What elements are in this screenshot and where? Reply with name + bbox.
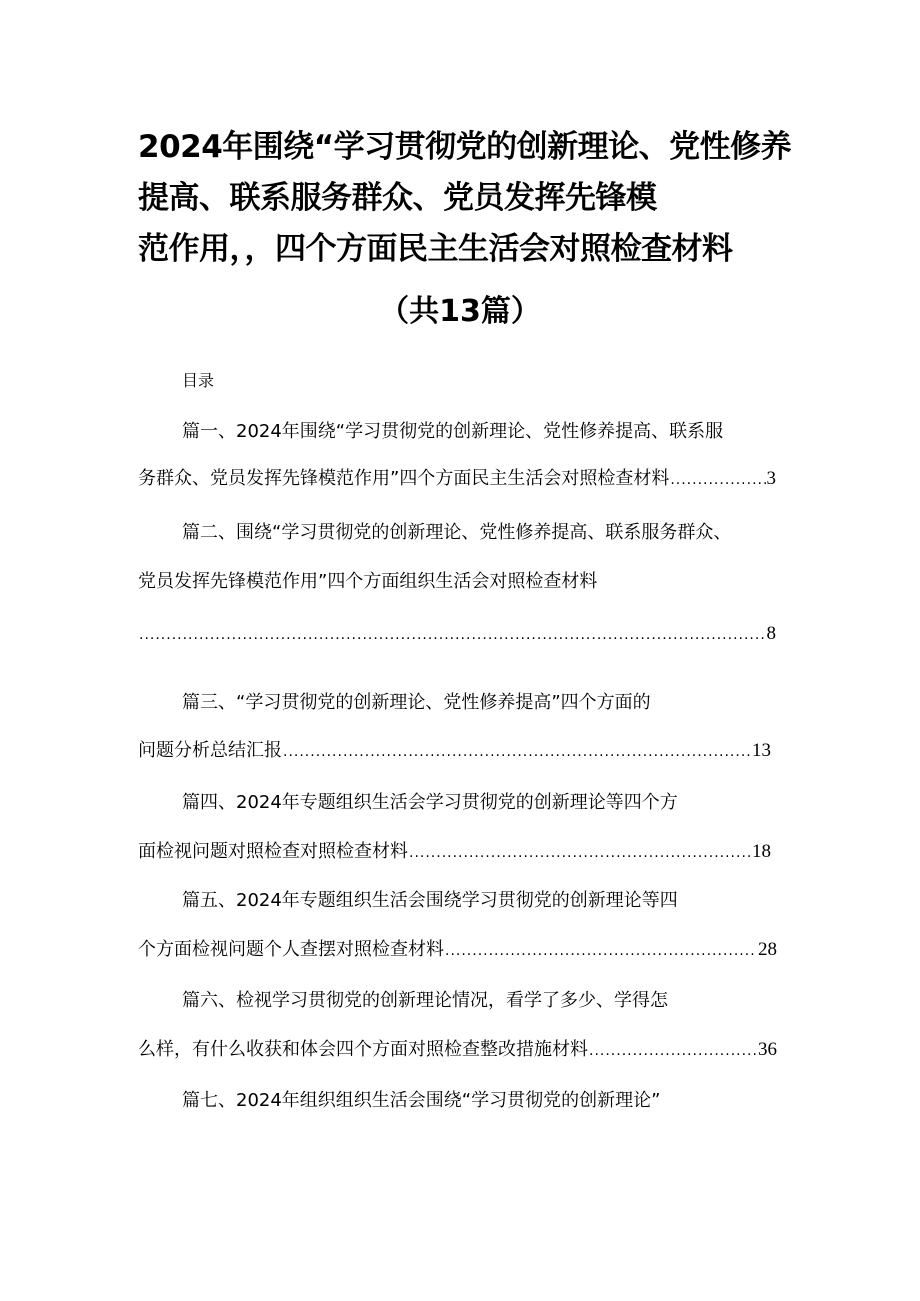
toc-entry-1-page: 3: [766, 468, 776, 489]
toc-entry-4-page: 18: [752, 841, 771, 862]
toc-entry-3-line-2[interactable]: [138, 737, 771, 766]
toc-leader-dots: [283, 738, 751, 766]
toc-entry-6-text: 么样，有什么收获和体会四个方面对照检查整改措施材料: [138, 1039, 588, 1060]
document-subtitle: （共13篇）: [379, 294, 541, 329]
toc-leader-dots: [589, 1037, 757, 1065]
title-line-2: 提高、联系服务群众、党员发挥先锋模: [138, 180, 657, 216]
toc-label: 目录: [182, 371, 215, 390]
toc-entry-1-line-2[interactable]: [138, 465, 776, 494]
toc-leader-dots: [670, 466, 765, 494]
toc-entry-4-line-2[interactable]: [138, 838, 771, 867]
toc-entry-5-line-2[interactable]: [138, 936, 777, 965]
toc-entry-2-page: 8: [766, 623, 776, 644]
title-line-3: 范作用，，四个方面民主生活会对照检查材料: [138, 231, 733, 267]
toc-entry-3-line-1: 篇三、“学习贯彻党的创新理论、党性修养提高”四个方面的: [182, 692, 651, 713]
toc-entry-4-text: 面检视问题对照检查对照检查材料: [138, 841, 408, 862]
toc-entry-5-line-1: 篇五、2024年专题组织生活会围绕学习贯彻党的创新理论等四: [182, 890, 678, 911]
toc-entry-2-line-2: 党员发挥先锋模范作用”四个方面组织生活会对照检查材料: [138, 571, 598, 592]
toc-entry-2-line-3[interactable]: [138, 620, 776, 649]
title-line-1: 2024年围绕“学习贯彻党的创新理论、党性修养: [138, 129, 792, 165]
toc-entry-5-text: 个方面检视问题个人查摆对照检查材料: [138, 939, 444, 960]
toc-entry-5-page: 28: [758, 939, 777, 960]
toc-leader-dots: [445, 937, 757, 965]
toc-entry-6-line-2[interactable]: [138, 1036, 777, 1065]
toc-leader-dots: [409, 839, 751, 867]
toc-entry-3-text: 问题分析总结汇报: [138, 740, 282, 761]
toc-entry-4-line-1: 篇四、2024年专题组织生活会学习贯彻党的创新理论等四个方: [182, 792, 678, 813]
toc-entry-6-page: 36: [758, 1039, 777, 1060]
toc-entry-1-text: 务群众、党员发挥先锋模范作用”四个方面民主生活会对照检查材料: [138, 468, 670, 489]
toc-entry-1-line-1: 篇一、2024年围绕“学习贯彻党的创新理论、党性修养提高、联系服: [182, 421, 724, 442]
toc-leader-dots: [139, 621, 766, 649]
toc-entry-2-line-1: 篇二、围绕“学习贯彻党的创新理论、党性修养提高、联系服务群众、: [182, 522, 732, 543]
toc-entry-6-line-1: 篇六、检视学习贯彻党的创新理论情况，看学了多少、学得怎: [182, 990, 668, 1011]
toc-entry-3-page: 13: [752, 740, 771, 761]
toc-entry-7-line-1[interactable]: 篇七、2024年组织组织生活会围绕“学习贯彻党的创新理论”: [182, 1090, 661, 1111]
